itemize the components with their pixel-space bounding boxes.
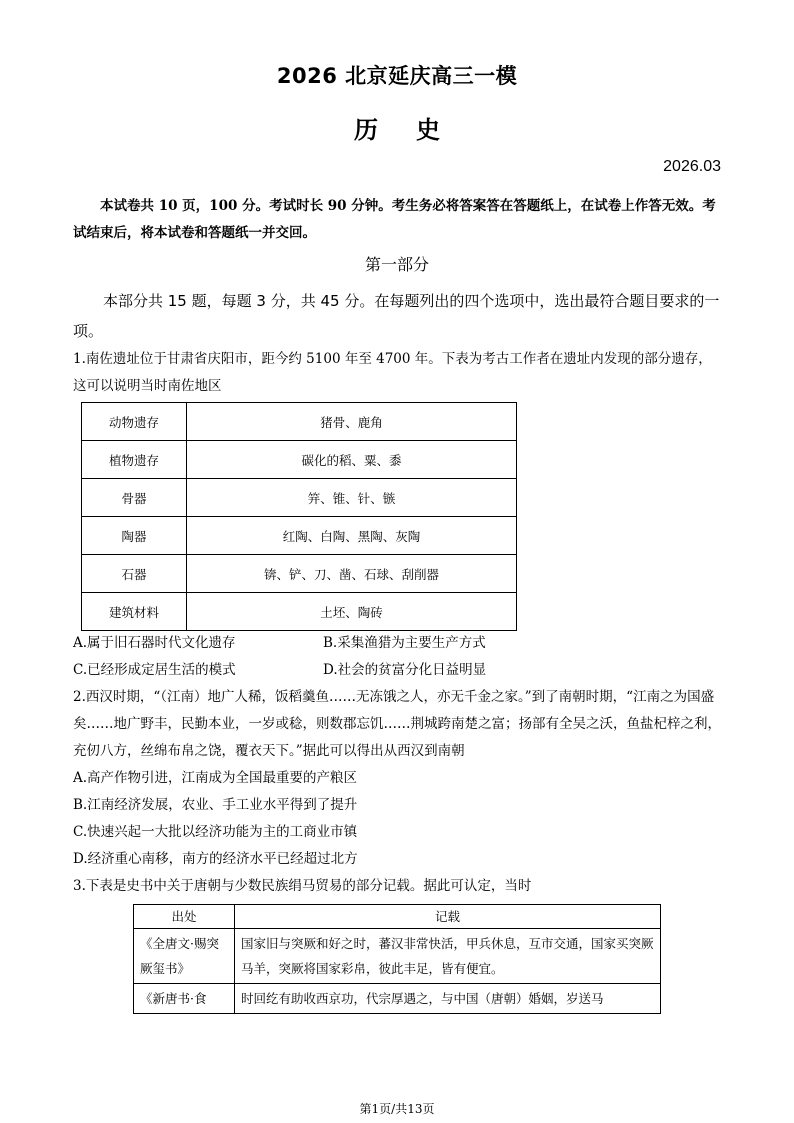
- table-cell: 红陶、白陶、黑陶、灰陶: [187, 517, 517, 555]
- column-header: 记载: [235, 905, 661, 929]
- exam-date: 2026.03: [663, 158, 721, 175]
- option-a: A.属于旧石器时代文化遗存: [73, 635, 236, 651]
- table-cell: 《新唐书·食: [134, 984, 235, 1014]
- subject-title: 历史: [354, 116, 478, 144]
- option-c: C.快速兴起一大批以经济功能为主的工商业市镇: [73, 824, 358, 840]
- table-cell: 《全唐文·赐突厥玺书》: [134, 929, 235, 984]
- question-1-table: [81, 402, 517, 631]
- table-cell: 陶器: [82, 517, 187, 555]
- option-a: A.高产作物引进，江南成为全国最重要的产粮区: [73, 770, 358, 786]
- table-cell: 建筑材料: [82, 593, 187, 631]
- option-d: D.社会的贫富分化日益明显: [323, 662, 487, 678]
- option-b: B.江南经济发展，农业、手工业水平得到了提升: [73, 797, 358, 813]
- table-cell: 国家旧与突厥和好之时，蕃汉非常快活，甲兵休息，互市交通，国家买突厥马羊，突厥将国家彩帛，彼此丰足，皆有便宜。: [235, 929, 661, 984]
- option-c: C.已经形成定居生活的模式: [73, 662, 236, 678]
- table-cell: 骨器: [82, 479, 187, 517]
- table-cell: 碳化的稻、粟、黍: [187, 441, 517, 479]
- part-description: 本部分共 15 题，每题 3 分，共 45 分。在每题列出的四个选项中，选出最符合题目要求的一项。: [73, 292, 720, 340]
- table-header-row: [134, 905, 661, 929]
- table-cell: 时回纥有助收西京功，代宗厚遇之，与中国（唐朝）婚姻，岁送马: [235, 984, 661, 1014]
- option-d: D.经济重心南移，南方的经济水平已经超过北方: [73, 851, 358, 867]
- question-1-stem: 1.南佐遗址位于甘肃省庆阳市，距今约 5100 年至 4700 年。下表为考古工作者在遗址内发现的部分遗存，这可以说明当时南佐地区: [73, 351, 712, 394]
- page-footer: 第1页/共13页: [359, 1102, 435, 1116]
- table-row: [82, 593, 517, 631]
- table-cell: 石器: [82, 555, 187, 593]
- exam-notice: 本试卷共 10 页，100 分。考试时长 90 分钟。考生务必将答案答在答题纸上，在试卷上作答无效。考试结束后，将本试卷和答题纸一并交回。: [73, 198, 716, 241]
- table-cell: 植物遗存: [82, 441, 187, 479]
- table-row: [82, 479, 517, 517]
- question-2-stem: 2.西汉时期，“（江南）地广人稀，饭稻羹鱼……无冻饿之人，亦无千金之家。”到了南朝时期，“江南之为国盛矣……地广野丰，民勤本业，一岁或稔，则数郡忘饥……荆城跨南楚之富；扬部有全吴之沃，鱼盐杞梓之利，充仞八方，丝绵布帛之饶，覆衣天下。”据此可以得出从西汉到南朝: [73, 689, 721, 759]
- option-b: B.采集渔猎为主要生产方式: [323, 635, 486, 651]
- table-row: [134, 929, 661, 984]
- table-cell: 土坯、陶砖: [187, 593, 517, 631]
- column-header: 出处: [134, 905, 235, 929]
- part-title: 第一部分: [364, 255, 429, 274]
- table-row: [82, 517, 517, 555]
- question-3-stem: 3.下表是史书中关于唐朝与少数民族绢马贸易的部分记载。据此可认定，当时: [73, 878, 532, 894]
- table-cell: 笄、锥、针、镞: [187, 479, 517, 517]
- exam-title: 2026 北京延庆高三一模: [276, 64, 518, 88]
- question-3-table: [133, 904, 661, 1014]
- table-row: [134, 984, 661, 1014]
- table-cell: 动物遗存: [82, 403, 187, 441]
- table-row: [82, 441, 517, 479]
- table-cell: 猪骨、鹿角: [187, 403, 517, 441]
- table-row: [82, 403, 517, 441]
- table-cell: 锛、铲、刀、凿、石球、刮削器: [187, 555, 517, 593]
- question-1-options: [73, 630, 723, 684]
- table-row: [82, 555, 517, 593]
